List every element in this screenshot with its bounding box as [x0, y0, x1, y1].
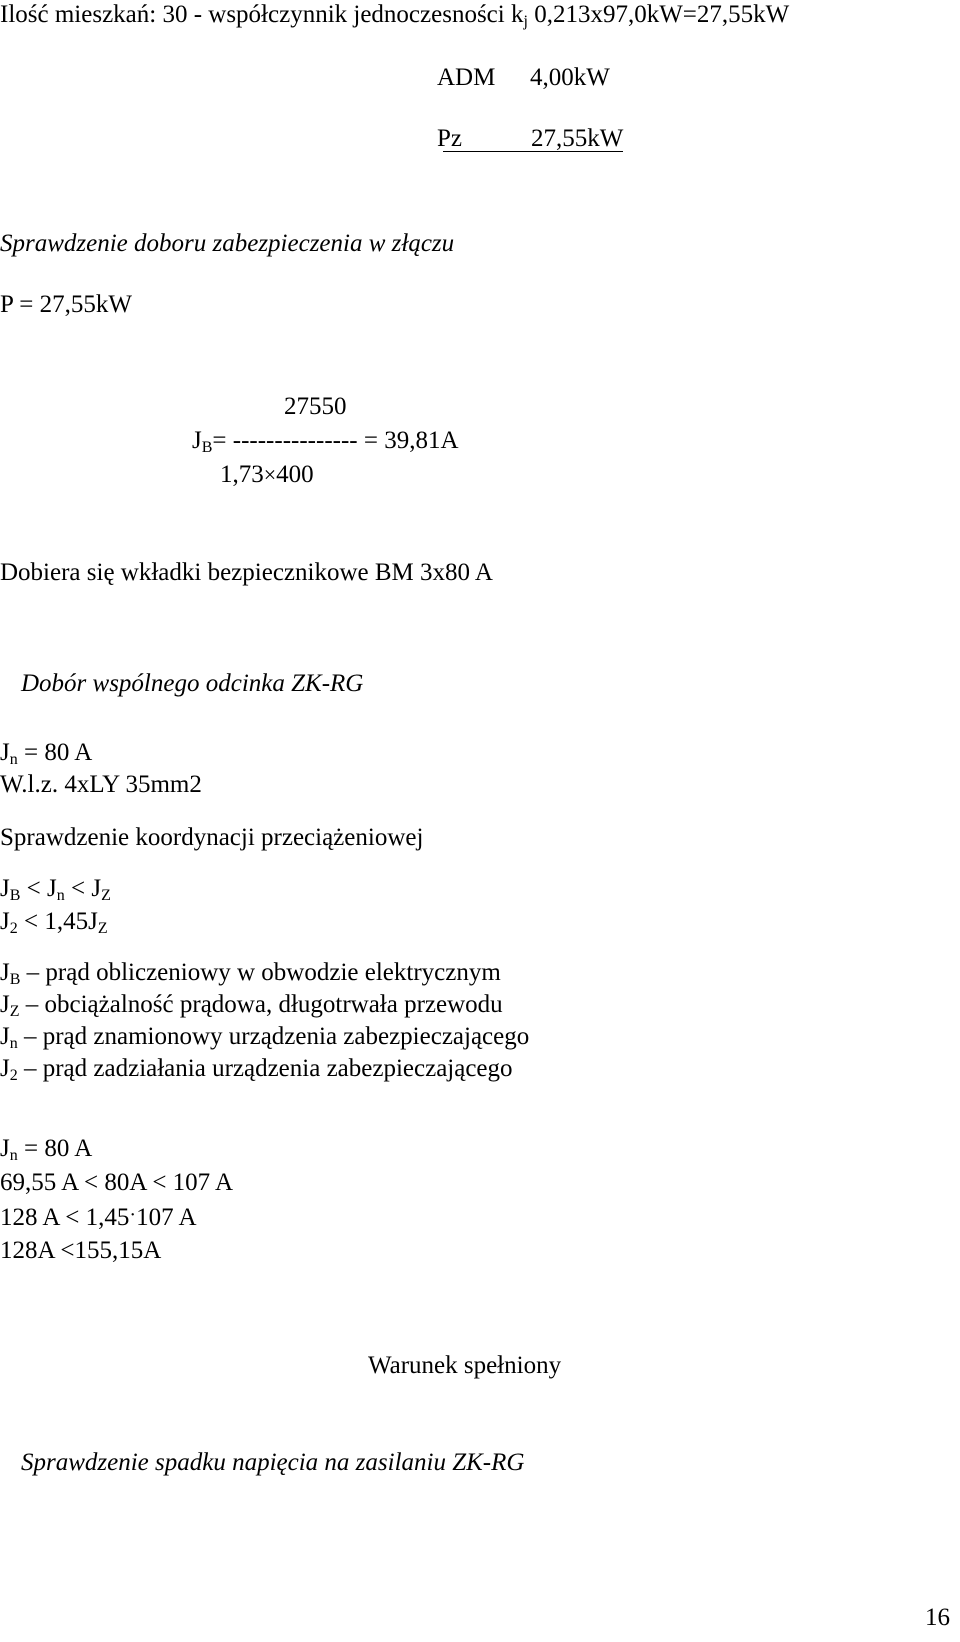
- jn-value: $J_n = 80$ A: [0, 739, 93, 768]
- condition-2: $J_2 < 1,45J_Z$: [0, 908, 108, 937]
- calc-line-4: 128A <155,15A: [0, 1237, 162, 1264]
- times-sign: ×: [263, 462, 277, 487]
- adm-label: ADM: [437, 64, 496, 91]
- page-number: 16: [925, 1604, 950, 1631]
- section-title-voltage-drop: Sprawdzenie spadku napięcia na zasilaniu ZK-RG: [21, 1449, 525, 1476]
- definition-jn: $J_n$ – prąd znamionowy urządzenia zabezpieczającego: [0, 1023, 530, 1052]
- formula-numerator: 27550: [284, 393, 347, 420]
- conclusion: Warunek spełniony: [368, 1352, 562, 1379]
- definition-jb: $J_B$ – prąd obliczeniowy w obwodzie elektrycznym: [0, 959, 501, 988]
- calc-jn: $J_n = 80$ A: [0, 1135, 93, 1164]
- adm-value: 4,00kW: [530, 64, 610, 91]
- calc-line-2: 69,55 A < 80A < 107 A: [0, 1169, 234, 1196]
- cable-spec: W.l.z. 4xLY 35mm2: [0, 771, 202, 798]
- power-value: P = 27,55kW: [0, 291, 132, 318]
- sum-underline: [443, 151, 623, 152]
- condition-1: $J_B < J_n < J_Z$: [0, 875, 111, 904]
- formula-jb-line: $J_B=$ --------------- = 39,81A: [192, 427, 459, 456]
- section-title-fuse-check: Sprawdzenie doboru zabezpieczenia w złączu: [0, 230, 455, 257]
- dot-operator: ·: [129, 1204, 137, 1226]
- section-title-common-segment: Dobór wspólnego odcinka ZK-RG: [21, 670, 364, 697]
- section-title-overload: Sprawdzenie koordynacji przeciążeniowej: [0, 824, 424, 851]
- pz-label: Pz: [437, 125, 462, 152]
- fuse-choice: Dobiera się wkładki bezpiecznikowe BM 3x80 A: [0, 559, 493, 586]
- formula-denominator: 1,73×400: [220, 461, 314, 488]
- header-line: Ilość mieszkań: 30 - współczynnik jednoczesności $k_j$ 0,213x97,0kW=27,55kW: [0, 1, 790, 30]
- pz-value: 27,55kW: [531, 125, 624, 152]
- definition-jz: $J_Z$ – obciążalność prądowa, długotrwała przewodu: [0, 991, 503, 1020]
- definition-j2: $J_2$ – prąd zadziałania urządzenia zabezpieczającego: [0, 1055, 513, 1084]
- calc-line-3: 128 A < 1,45·107 A: [0, 1204, 197, 1231]
